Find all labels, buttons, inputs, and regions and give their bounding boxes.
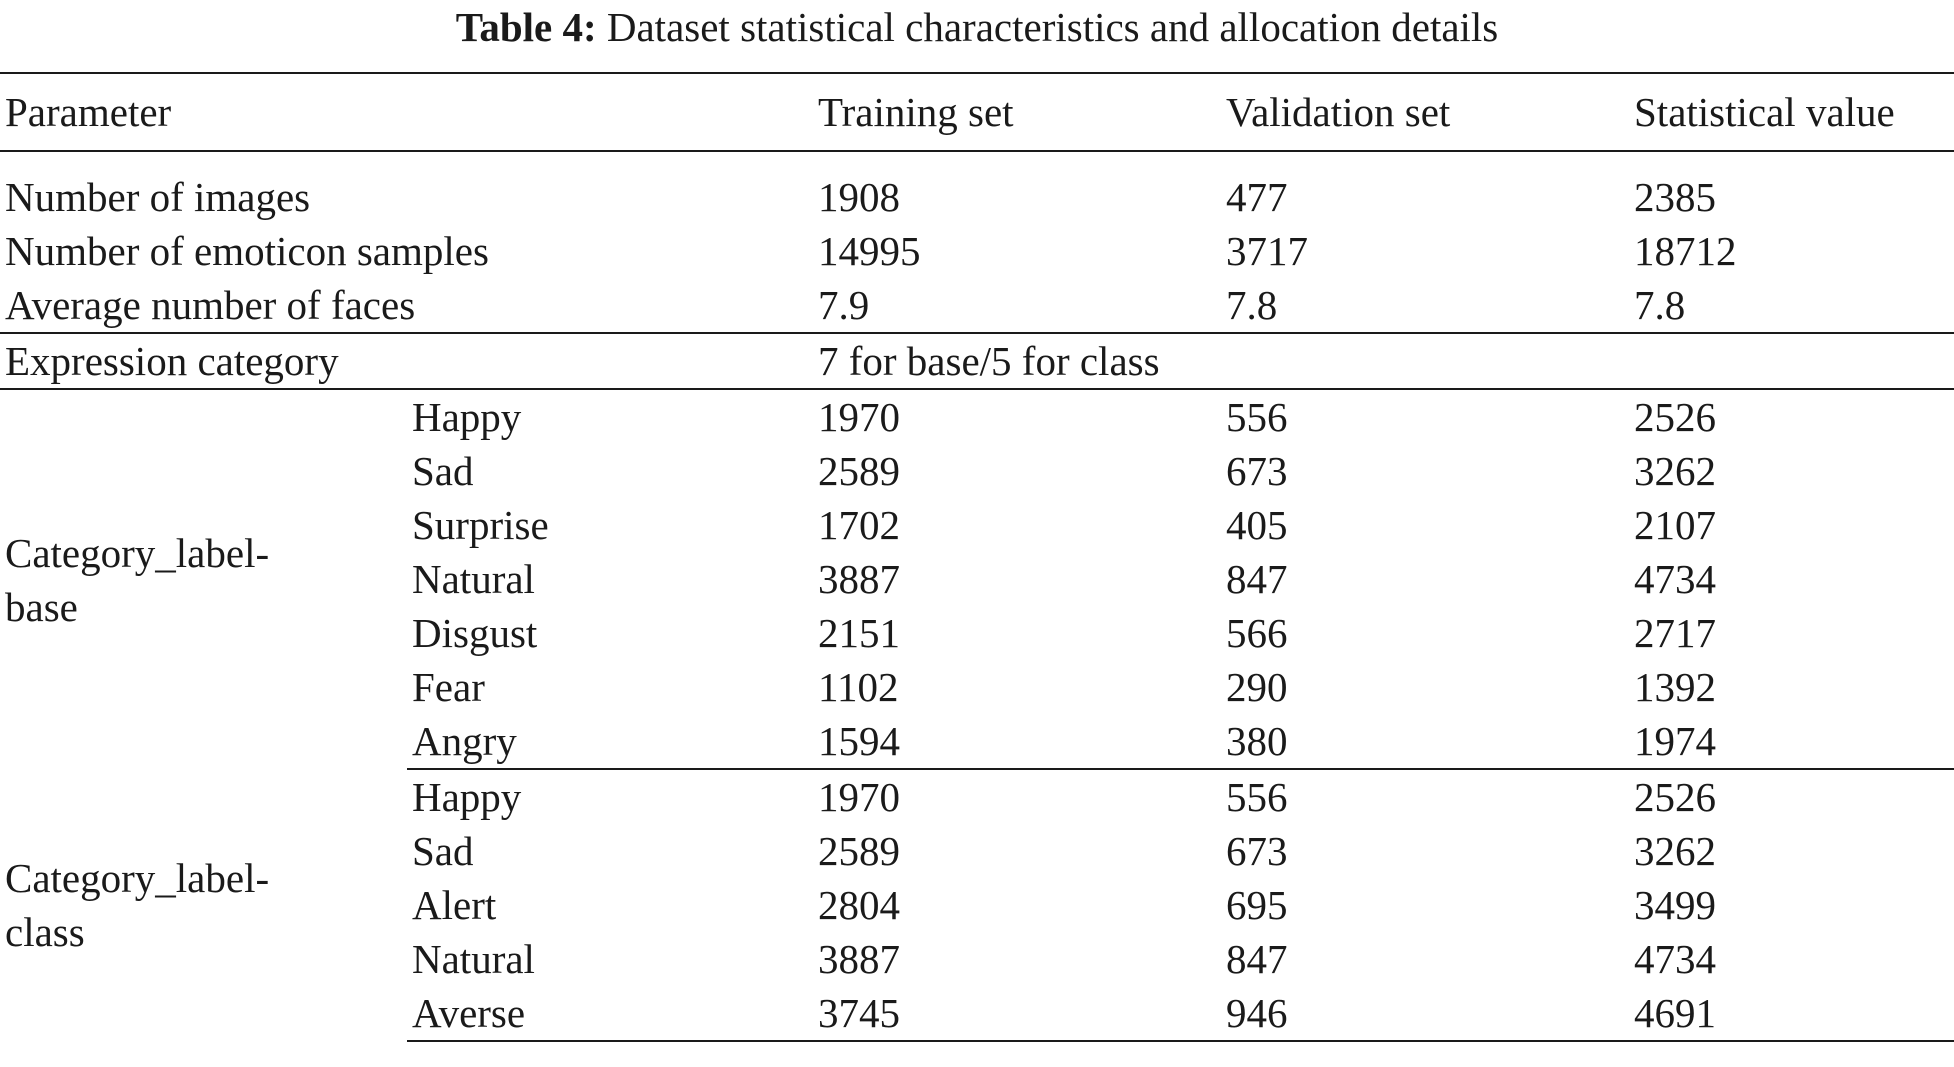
sub-name: Disgust (412, 610, 538, 656)
cell-training: 2804 (818, 882, 900, 928)
cell-training: 2151 (818, 610, 900, 656)
group-label-line: Category_label- (5, 529, 270, 576)
cell-statistical: 1974 (1629, 714, 1954, 769)
cell-training: 1102 (818, 664, 899, 710)
cell-validation: 847 (1226, 556, 1288, 602)
sub-name: Happy (412, 774, 522, 820)
caption-label: Table 4: (455, 4, 597, 50)
cell-expression-value: 7 for base/5 for class (813, 333, 1954, 389)
table-caption (0, 0, 1954, 52)
table-row (0, 224, 1954, 278)
header-statistical: Statistical value (1629, 73, 1954, 151)
sub-name: Averse (407, 986, 813, 1041)
cell-validation: 405 (1226, 502, 1288, 548)
sub-name: Sad (412, 448, 474, 494)
sub-name: Fear (412, 664, 485, 710)
cell-statistical: 2526 (1634, 394, 1716, 440)
cell-validation: 290 (1226, 664, 1288, 710)
cell-training: 14995 (818, 228, 921, 274)
group-label-base (0, 389, 407, 769)
cell-validation: 847 (1226, 936, 1288, 982)
header-validation: Validation set (1221, 73, 1629, 151)
cell-training: 1702 (818, 502, 900, 548)
cell-validation: 7.8 (1221, 278, 1629, 333)
table-row-expression-category (0, 333, 1954, 389)
group-label-line: Category_label- (5, 855, 270, 901)
cell-statistical: 2385 (1634, 174, 1716, 220)
cell-statistical: 4691 (1629, 986, 1954, 1041)
sub-name: Happy (412, 394, 522, 440)
cell-training: 3745 (813, 986, 1221, 1041)
cell-validation: 673 (1226, 448, 1288, 494)
cell-training: 3887 (818, 556, 900, 602)
cell-statistical: 2717 (1634, 610, 1716, 656)
cell-training: 3887 (818, 936, 900, 982)
row-name: Average number of faces (0, 278, 813, 333)
cell-statistical: 3262 (1634, 448, 1716, 494)
sub-name: Surprise (412, 502, 549, 548)
cell-training: 7.9 (813, 278, 1221, 333)
header-row (0, 73, 1954, 151)
cell-training: 1970 (818, 774, 900, 820)
cell-statistical: 3262 (1634, 828, 1716, 874)
cell-validation: 946 (1221, 986, 1629, 1041)
cell-training: 2589 (818, 448, 900, 494)
cell-statistical: 18712 (1634, 228, 1737, 274)
sub-name: Angry (407, 714, 813, 769)
dataset-table (0, 72, 1954, 1042)
cell-statistical: 1392 (1634, 664, 1716, 710)
cell-validation: 3717 (1226, 228, 1308, 274)
group-label-line: base (5, 583, 78, 630)
cell-validation: 556 (1226, 774, 1288, 820)
cell-validation: 477 (1226, 174, 1288, 220)
row-name: Number of images (5, 174, 311, 220)
header-parameter: Parameter (0, 73, 813, 151)
cell-validation: 556 (1226, 394, 1288, 440)
table-row (0, 278, 1954, 333)
cell-training: 2589 (818, 828, 900, 874)
table-row (0, 769, 1954, 824)
cell-training: 1908 (818, 174, 900, 220)
row-name: Number of emoticon samples (5, 228, 489, 274)
caption-text: Dataset statistical characteristics and allocation details (606, 4, 1499, 50)
cell-statistical: 4734 (1634, 936, 1716, 982)
cell-validation: 380 (1221, 714, 1629, 769)
cell-statistical: 7.8 (1629, 278, 1954, 333)
cell-validation: 673 (1226, 828, 1288, 874)
sub-name: Sad (412, 828, 474, 874)
group-label-line: class (5, 909, 85, 955)
cell-training: 1594 (813, 714, 1221, 769)
sub-name: Natural (412, 556, 535, 602)
cell-validation: 566 (1226, 610, 1288, 656)
group-label-class (0, 769, 407, 1041)
sub-name: Alert (412, 882, 497, 928)
cell-statistical: 4734 (1634, 556, 1716, 602)
row-name: Expression category (0, 333, 813, 389)
cell-statistical: 3499 (1634, 882, 1716, 928)
cell-statistical: 2526 (1634, 774, 1716, 820)
cell-validation: 695 (1226, 882, 1288, 928)
header-training: Training set (813, 73, 1221, 151)
cell-statistical: 2107 (1634, 502, 1716, 548)
table-row (0, 389, 1954, 444)
table-row (0, 151, 1954, 224)
sub-name: Natural (412, 936, 535, 982)
cell-training: 1970 (818, 394, 900, 440)
